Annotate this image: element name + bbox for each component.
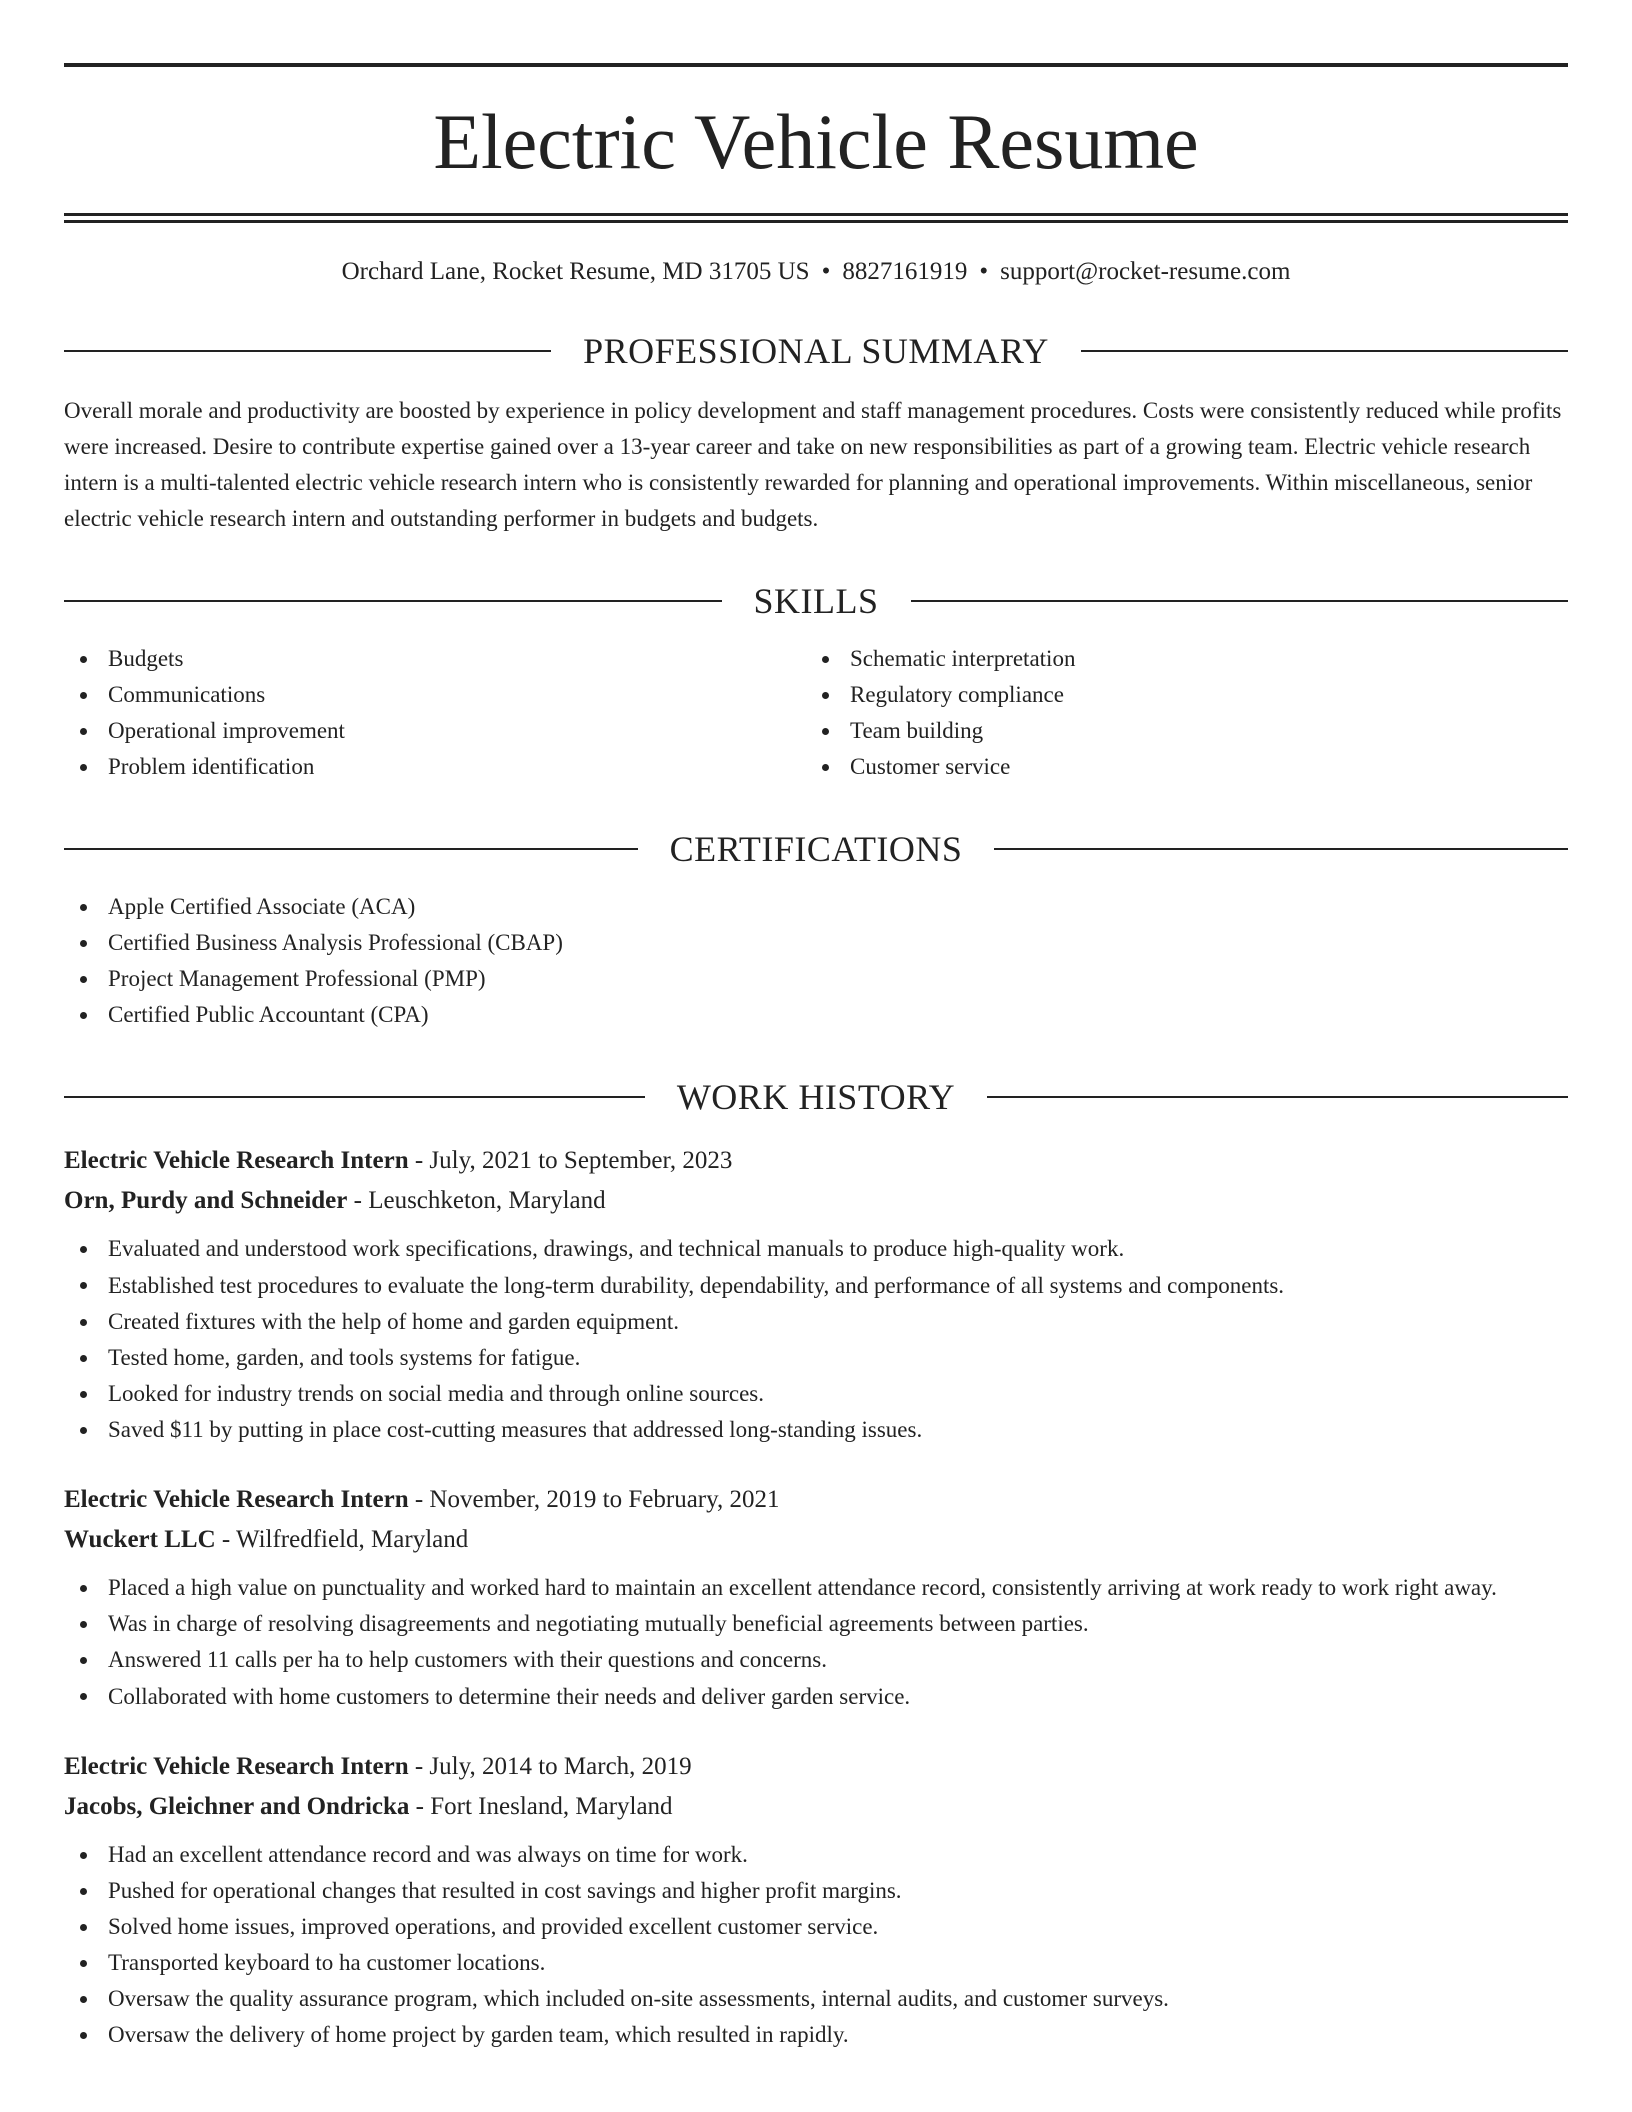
certification-item: Project Management Professional (PMP) xyxy=(64,961,1568,997)
skills-column-left xyxy=(64,641,806,785)
certification-item: Apple Certified Associate (ACA) xyxy=(64,889,1568,925)
certifications-list xyxy=(64,889,1568,1033)
job-dates: - November, 2019 to February, 2021 xyxy=(408,1486,780,1513)
contact-line xyxy=(64,257,1568,287)
skill-item: Communications xyxy=(64,677,806,713)
job-bullet: Answered 11 calls per ha to help customers with their questions and concerns. xyxy=(64,1642,1568,1678)
job-company: Jacobs, Gleichner and Ondricka xyxy=(64,1793,410,1820)
skill-item: Regulatory compliance xyxy=(806,677,1548,713)
job-company: Orn, Purdy and Schneider xyxy=(64,1187,348,1214)
job-bullet: Evaluated and understood work specifications, drawings, and technical manuals to produce high-quality work. xyxy=(64,1231,1568,1267)
job-bullet: Transported keyboard to ha customer locations. xyxy=(64,1945,1568,1981)
job-bullet: Collaborated with home customers to determine their needs and deliver garden service. xyxy=(64,1678,1568,1715)
job-bullets xyxy=(64,1837,1568,2053)
contact-separator: • xyxy=(821,258,831,285)
job-company-line xyxy=(64,1181,1568,1221)
job-bullet: Pushed for operational changes that resulted in cost savings and higher profit margins. xyxy=(64,1873,1568,1909)
job-bullets xyxy=(64,1570,1568,1715)
section-heading-certifications: CERTIFICATIONS xyxy=(64,829,1568,869)
job-title: Electric Vehicle Research Intern xyxy=(64,1486,409,1513)
double-rule xyxy=(64,213,1568,223)
job-title: Electric Vehicle Research Intern xyxy=(64,1147,409,1174)
summary-text: Overall morale and productivity are boosted by experience in policy development and staff management procedures. Costs were consistently reduced while profits were increased. Desire to contribute expertise gained over a 13-year career and take on new responsibilities as part of a growing team. Electric vehicle research intern is a multi-talented electric vehicle research intern who is consistently rewarded for planning and operational improvements. Within miscellaneous, senior electric vehicle research intern and outstanding performer in budgets and budgets. xyxy=(64,398,1562,531)
job-bullet: Looked for industry trends on social media and through online sources. xyxy=(64,1376,1568,1412)
job-bullet: Solved home issues, improved operations, and provided excellent customer service. xyxy=(64,1909,1568,1945)
resume-page xyxy=(64,63,1568,2053)
resume-title: Electric Vehicle Resume xyxy=(433,98,1199,185)
skill-item: Schematic interpretation xyxy=(806,641,1548,677)
job-location: - Leuschketon, Maryland xyxy=(347,1187,606,1214)
job-company-line xyxy=(64,1787,1568,1827)
skill-item: Operational improvement xyxy=(64,713,806,749)
job-location: - Wilfredfield, Maryland xyxy=(215,1526,469,1553)
job-bullet: Tested home, garden, and tools systems for fatigue. xyxy=(64,1340,1568,1376)
job-bullet: Oversaw the delivery of home project by garden team, which resulted in rapidly. xyxy=(64,2017,1568,2053)
contact-separator: • xyxy=(979,258,989,285)
job-title-line xyxy=(64,1480,1568,1520)
job-entry xyxy=(64,1480,1568,1715)
skills-list xyxy=(64,641,1568,785)
job-dates: - July, 2021 to September, 2023 xyxy=(408,1147,733,1174)
job-bullet: Established test procedures to evaluate the long-term durability, dependability, and performance of all systems and components. xyxy=(64,1267,1568,1304)
skills-column-right xyxy=(806,641,1548,785)
section-heading-work-history: WORK HISTORY xyxy=(64,1077,1568,1117)
job-dates: - July, 2014 to March, 2019 xyxy=(408,1753,692,1780)
job-title-line xyxy=(64,1747,1568,1787)
job-title: Electric Vehicle Research Intern xyxy=(64,1753,409,1780)
job-entry xyxy=(64,1747,1568,2053)
skill-item: Team building xyxy=(806,713,1548,749)
certification-item: Certified Public Accountant (CPA) xyxy=(64,997,1568,1033)
section-heading-skills: SKILLS xyxy=(64,581,1568,621)
skill-item: Problem identification xyxy=(64,749,806,785)
contact-email[interactable]: support@rocket-resume.com xyxy=(1000,258,1291,285)
contact-address: Orchard Lane, Rocket Resume, MD 31705 US xyxy=(341,258,810,285)
job-bullet: Had an excellent attendance record and was always on time for work. xyxy=(64,1837,1568,1873)
job-bullet: Was in charge of resolving disagreements and negotiating mutually beneficial agreements between parties. xyxy=(64,1606,1568,1642)
job-bullet: Oversaw the quality assurance program, which included on-site assessments, internal audits, and customer surveys. xyxy=(64,1981,1568,2017)
job-bullet: Saved $11 by putting in place cost-cutting measures that addressed long-standing issues. xyxy=(64,1412,1568,1448)
job-title-line xyxy=(64,1141,1568,1181)
skill-item: Budgets xyxy=(64,641,806,677)
section-heading-summary: PROFESSIONAL SUMMARY xyxy=(64,331,1568,371)
job-bullet: Created fixtures with the help of home and garden equipment. xyxy=(64,1304,1568,1340)
skill-item: Customer service xyxy=(806,749,1548,785)
certification-item: Certified Business Analysis Professional (CBAP) xyxy=(64,925,1568,961)
job-entry xyxy=(64,1141,1568,1448)
top-rule xyxy=(64,63,1568,67)
job-bullets xyxy=(64,1231,1568,1448)
contact-phone: 8827161919 xyxy=(842,258,968,285)
job-company: Wuckert LLC xyxy=(64,1526,216,1553)
job-company-line xyxy=(64,1520,1568,1560)
job-bullet: Placed a high value on punctuality and worked hard to maintain an excellent attendance record, consistently arriving at work ready to work right away. xyxy=(64,1570,1568,1606)
job-location: - Fort Inesland, Maryland xyxy=(409,1793,673,1820)
